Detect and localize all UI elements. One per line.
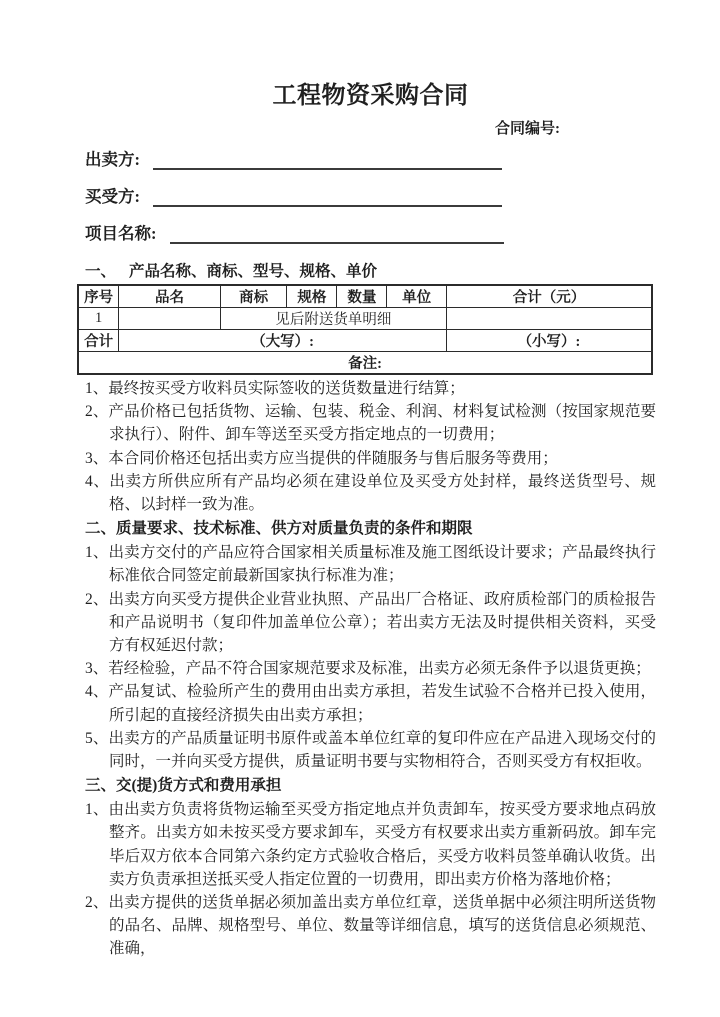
party-fields [85,150,656,244]
contract-clause: 2、出卖方提供的送货单据必须加盖出卖方单位红章，送货单据中必须注明所送货物的品名、品牌、规格型号、单位、数量等详细信息，填写的送货信息必须规范、准确， [85,894,656,958]
buyer-label: 买受方: [85,187,140,206]
total-words-cell[interactable]: （大写）: [119,330,447,352]
section-1-heading-text: 产品名称、商标、型号、规格、单价 [129,263,378,280]
contract-number-label: 合同编号: [495,121,560,137]
remark-row [78,352,652,375]
contract-clause: 1、由出卖方负责将货物运输至买受方指定地点并负责卸车，按买受方要求地点码放整齐。出卖方如未按买受方要求卸车，买受方有权要求出卖方重新码放。卸车完毕后双方依本合同第六条约定方式验收合格后，买受方收料员签单确认收货。出卖方负责承担送抵买受人指定位置的一切费用，即出卖方价格为落地价格； [85,801,656,888]
col-header-seq: 序号 [78,285,119,308]
row1-seq-cell: 1 [78,308,119,330]
section-2-heading [85,518,656,539]
row1-merged-note-cell: 见后附送货单明细 [220,308,446,330]
contract-clause: 4、产品复试、检验所产生的费用由出卖方承担，若发生试验不合格并已投入使用，所引起的直接经济损失由出卖方承担； [85,683,656,724]
section-3-number: 三、 [85,777,117,795]
col-header-qty: 数量 [337,285,387,308]
project-name-field-row [85,224,656,244]
total-figures-cell[interactable]: （小写）: [446,330,652,352]
col-header-product: 品名 [119,285,221,308]
contract-clause: 1、出卖方交付的产品应符合国家相关质量标准及施工图纸设计要求；产品最终执行标准依合同签定前最新国家执行标准为准； [85,544,656,585]
col-header-brand: 商标 [220,285,287,308]
product-table [77,284,653,375]
contract-clause: 4、出卖方所供应所有产品均必须在建设单位及买受方处封样，最终送货型号、规格、以封样一致为准。 [85,472,656,514]
contract-clause: 3、本合同价格还包括出卖方应当提供的伴随服务与售后服务等费用； [85,449,558,467]
total-label-cell: 合计 [78,330,119,352]
project-name-fill-line[interactable] [170,225,504,244]
remark-cell[interactable]: 备注: [78,352,652,375]
row1-product-cell[interactable] [119,308,221,330]
section-3-heading-text: 交(提)货方式和费用承担 [116,777,282,795]
section-2-clauses [85,541,656,773]
seller-label: 出卖方: [85,150,140,169]
table-header-row [78,285,652,308]
project-name-label: 项目名称: [85,224,157,243]
contract-clause: 2、出卖方向买受方提供企业营业执照、产品出厂合格证、政府质检部门的质检报告和产品说明书（复印件加盖单位公章）；若出卖方无法及时提供相关资料，买受方有权延迟付款； [85,590,656,655]
buyer-fill-line[interactable] [153,188,502,207]
col-header-spec: 规格 [287,285,337,308]
contract-clause: 1、最终按买受方收料员实际签收的送货数量进行结算； [85,380,465,397]
section-3-heading [85,775,656,796]
section-1-number: 一、 [85,263,117,280]
contract-clause: 5、出卖方的产品质量证明书原件或盖本单位红章的复印件应在产品进入现场交付的同时，一并向买受方提供，质量证明书要与实物相符合，否则买受方有权拒收。 [85,729,656,771]
section-1-clauses [85,377,656,516]
seller-field-row [85,150,656,170]
total-row [78,330,652,352]
page-title: 工程物资采购合同 [272,83,469,109]
contract-clause: 2、产品价格已包括货物、运输、包装、税金、利润、材料复试检测（按国家规范要求执行）、附件、卸车等送至买受方指定地点的一切费用； [85,403,656,444]
table-row [78,308,652,330]
section-2-heading-text: 质量要求、技术标准、供方对质量负责的条件和期限 [116,520,473,538]
col-header-unit: 单位 [387,285,447,308]
col-header-total: 合计（元） [446,285,652,308]
section-1-heading [85,261,656,282]
buyer-field-row [85,187,656,207]
row1-total-cell[interactable] [446,308,652,330]
seller-fill-line[interactable] [153,151,502,170]
section-2-number: 二、 [85,520,117,538]
contract-clause: 3、若经检验，产品不符合国家规范要求及标准，出卖方必须无条件予以退货更换； [85,660,651,678]
section-3-clauses [85,798,656,960]
